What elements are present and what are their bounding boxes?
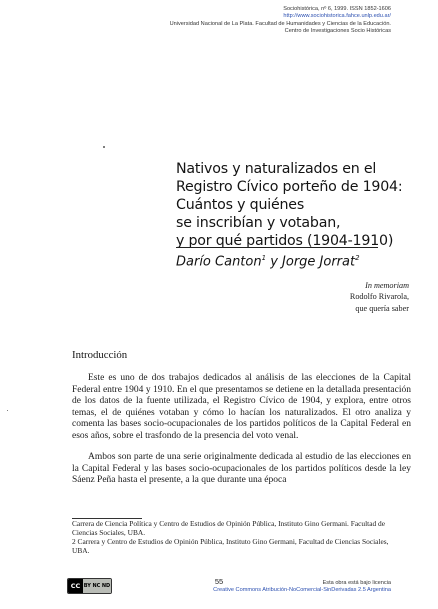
title-line: Cuántos y quiénes xyxy=(176,197,305,213)
noderivatives-icon: ND xyxy=(101,583,111,589)
footnotes xyxy=(72,520,390,556)
paragraph: Ambos son parte de una serie originalmente dedicada al estudio de las elecciones en la Capital Federal y las bases socio-ocupacionales de los partidos políticos desde la ley Sáenz Peña hasta el presente, a la que durante una época xyxy=(72,452,411,485)
title-line: Nativos y naturalizados en el xyxy=(176,161,377,177)
scan-dot xyxy=(103,146,105,148)
title-line: Registro Cívico porteño de 1904: xyxy=(176,179,403,195)
scan-dot xyxy=(7,410,8,411)
journal-header xyxy=(170,6,391,35)
journal-institution: Universidad Nacional de La Plata. Facultad de Humanidades y Ciencias de la Educación. xyxy=(169,20,391,27)
journal-url-link[interactable]: http://www.sociohistorica.fahce.unlp.edu.ar/ xyxy=(283,13,391,20)
title-line: se inscribían y votaban, xyxy=(176,215,341,231)
title-line: y por qué partidos (1904-1910) xyxy=(176,233,394,249)
title-divider xyxy=(176,247,378,248)
noncommercial-icon: NC xyxy=(92,583,101,589)
body-text xyxy=(72,373,411,487)
author-name: Jorge Jorrat xyxy=(282,254,356,270)
journal-citation: Sociohistórica, nº 6, 1999. ISSN 1852-1606 xyxy=(283,6,391,12)
license-notice xyxy=(213,580,391,595)
license-link[interactable]: Creative Commons Atribución-NoComercial-SinDerivadas 2.5 Argentina xyxy=(213,587,391,594)
section-heading: Introducción xyxy=(72,349,128,361)
license-terms-icons xyxy=(83,579,111,593)
author-name: Darío Canton xyxy=(176,254,262,270)
page-number: 55 xyxy=(214,577,224,586)
creative-commons-badge[interactable] xyxy=(67,578,112,594)
attribution-icon: BY xyxy=(83,583,91,589)
license-text: Esta obra está bajo licencia xyxy=(322,580,391,586)
article-authors xyxy=(176,250,360,270)
dedication-line: Rodolfo Rivarola, xyxy=(349,292,409,302)
footnote-marker: 1 xyxy=(261,254,267,262)
footnote: 2 Carrera y Centro de Estudios de Opinión Pública, Instituto Gino Germani, Facultad de Ciencias Sociales, UBA. xyxy=(72,536,389,555)
dedication-line: que quería saber xyxy=(355,303,409,313)
footnote: Carrera de Ciencia Política y Centro de Estudios de Opinión Pública, Instituto Gino Germani. Facultad de Ciencias Sociales, UBA. xyxy=(72,519,386,537)
dedication-line: In memoriam xyxy=(365,281,409,290)
article-title xyxy=(176,160,408,250)
author-joiner: y xyxy=(266,254,283,270)
dedication xyxy=(350,280,409,314)
footnote-marker: 2 xyxy=(355,254,360,262)
cc-icon: CC xyxy=(68,579,83,593)
paragraph: Este es uno de dos trabajos dedicados al análisis de las elecciones de la Capital Federal entre 1904 y 1910. En el que presentamos se detiene en la detallada presentación de los datos de la fuente utilizada, el Registro Cívico de 1904, y explora, entre otros temas, el de quiénes votaban y cómo lo hacían los naturalizados. El otro analiza y comenta las bases socio-ocupacionales de los partidos políticos de la Capital Federal en esos años, sobre el trasfondo de la presencia del voto venal. xyxy=(72,373,411,441)
journal-center: Centro de Investigaciones Socio Históricas xyxy=(284,27,391,34)
